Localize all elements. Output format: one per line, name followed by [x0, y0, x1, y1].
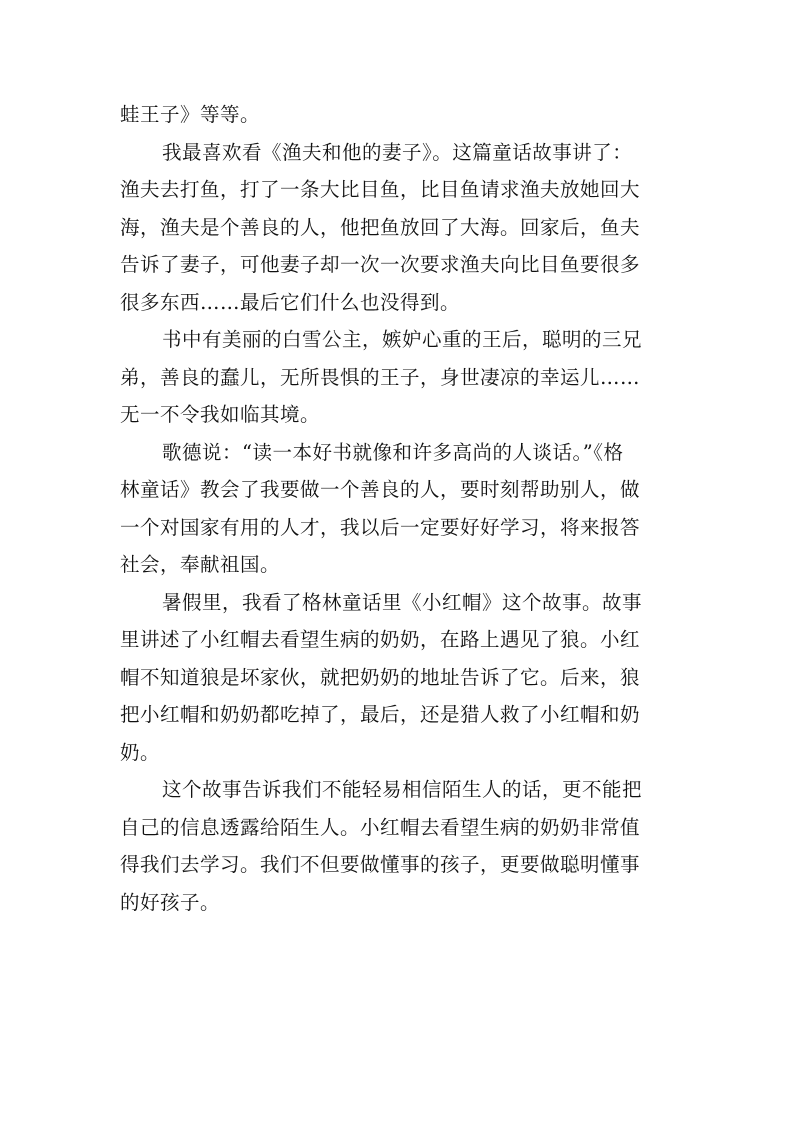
text-line: 自己的信息透露给陌生人。小红帽去看望生病的奶奶非常值: [120, 815, 641, 839]
text-line: 海，渔夫是个善良的人，他把鱼放回了大海。回家后，鱼夫: [120, 215, 641, 239]
text-line: 得我们去学习。我们不但要做懂事的孩子，更要做聪明懂事: [120, 853, 641, 876]
text-line: 奶。: [120, 740, 161, 764]
text-line: 告诉了妻子，可他妻子却一次一次要求渔夫向比目鱼要很多: [120, 253, 641, 276]
text-line: 一个对国家有用的人才，我以后一定要好好学习，将来报答: [120, 515, 641, 539]
text-line: 暑假里，我看了格林童话里《小红帽》这个故事。故事: [162, 590, 643, 614]
text-line: 无一不令我如临其境。: [120, 403, 321, 426]
text-line: 歌德说：“读一本好书就像和许多高尚的人谈话。”《格: [162, 440, 624, 464]
text-line: 这个故事告诉我们不能轻易相信陌生人的话，更不能把: [162, 778, 643, 801]
text-line: 的好孩子。: [120, 890, 221, 914]
text-line: 里讲述了小红帽去看望生病的奶奶，在路上遇见了狼。小红: [120, 628, 641, 651]
essay-body: [120, 96, 676, 921]
text-line: 我最喜欢看《渔夫和他的妻子》。这篇童话故事讲了：: [162, 140, 633, 164]
text-line: 书中有美丽的白雪公主，嫉妒心重的王后，聪明的三兄: [162, 328, 643, 351]
text-line: 弟，善良的蠢儿，无所畏惧的王子，身世凄凉的幸运儿……: [120, 365, 641, 389]
text-line: 帽不知道狼是坏家伙，就把奶奶的地址告诉了它。后来，狼: [120, 665, 641, 689]
text-line: 社会，奉献祖国。: [120, 553, 281, 576]
text-line: 很多东西……最后它们什么也没得到。: [120, 290, 461, 314]
text-line: 林童话》教会了我要做一个善良的人，要时刻帮助别人，做: [120, 478, 641, 501]
text-line: 把小红帽和奶奶都吃掉了，最后，还是猎人救了小红帽和奶: [120, 703, 641, 726]
text-line: 渔夫去打鱼，打了一条大比目鱼，比目鱼请求渔夫放她回大: [120, 178, 641, 201]
text-line: 蛙王子》等等。: [120, 103, 261, 126]
